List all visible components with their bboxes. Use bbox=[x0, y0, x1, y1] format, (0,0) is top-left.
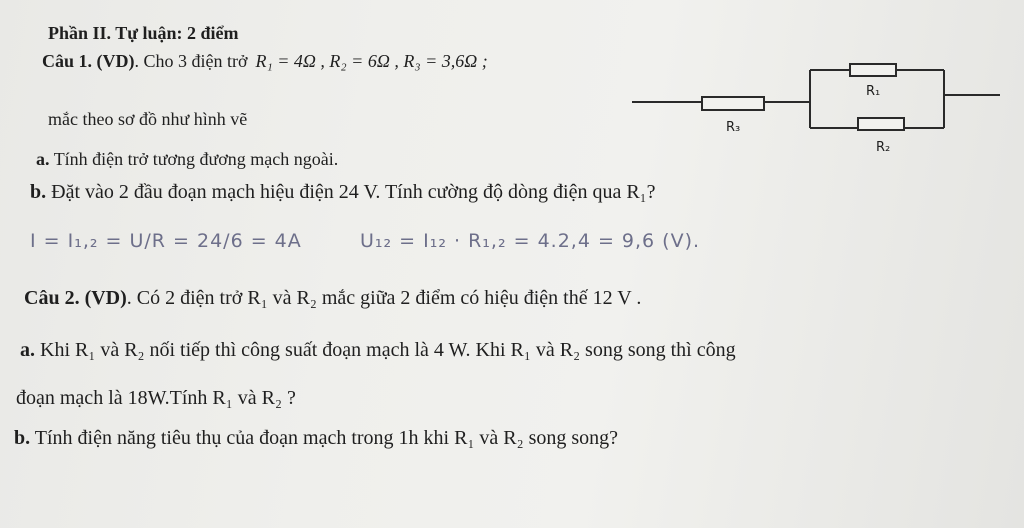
r2-label: R₂ bbox=[876, 140, 891, 155]
question-1-part-a bbox=[36, 150, 338, 168]
question-2-part-a-continuation: đoạn mạch là 18W.Tính R₁ và R₂ ? bbox=[16, 387, 296, 409]
r3-label: R₃ bbox=[726, 120, 741, 135]
question-2-part-a-text: Khi R₁ và R₂ nối tiếp thì công suất đoạn mạch là 4 W. Khi R₁ và R₂ song song thì công bbox=[40, 339, 736, 361]
question-1-continuation: mắc theo sơ đồ như hình vẽ bbox=[48, 109, 248, 129]
question-1-part-b-text: Đặt vào 2 đầu đoạn mạch hiệu điện 24 V. Tính cường độ dòng điện qua R₁? bbox=[51, 181, 656, 203]
question-1-part-a-text: Tính điện trở tương đương mạch ngoài. bbox=[53, 149, 339, 169]
question-2-part-b-label: b. bbox=[14, 427, 31, 449]
section-heading: Phần II. Tự luận: 2 điểm bbox=[48, 23, 239, 43]
question-2-part-b bbox=[14, 428, 618, 448]
question-1-formula: R₁ = 4Ω , R₂ = 6Ω , R₃ = 3,6Ω ; bbox=[255, 51, 488, 71]
handwriting-line-2: U₁₂ = I₁₂ · R₁,₂ = 4.2,4 = 9,6 (V). bbox=[360, 230, 701, 252]
question-2-label: Câu 2. (VD) bbox=[24, 287, 127, 309]
question-1-part-a-label: a. bbox=[36, 149, 50, 169]
question-2-line bbox=[24, 288, 641, 308]
question-1-line bbox=[42, 52, 488, 70]
resistor-r2 bbox=[858, 118, 904, 130]
question-1-text: . Cho 3 điện trở bbox=[134, 51, 248, 71]
resistor-r1 bbox=[850, 64, 896, 76]
question-1-part-b bbox=[30, 182, 656, 202]
question-1-label: Câu 1. (VD) bbox=[42, 51, 135, 71]
question-2-text: . Có 2 điện trở R₁ và R₂ mắc giữa 2 điểm có hiệu điện thế 12 V . bbox=[126, 287, 642, 309]
question-2-part-b-text: Tính điện năng tiêu thụ của đoạn mạch trong 1h khi R₁ và R₂ song song? bbox=[34, 427, 619, 449]
resistor-r3 bbox=[702, 97, 764, 110]
question-1-part-b-label: b. bbox=[30, 181, 47, 203]
handwriting-line-1: I = I₁,₂ = U/R = 24/6 = 4A bbox=[30, 230, 302, 252]
r1-label: R₁ bbox=[866, 84, 881, 99]
question-2-part-a-label: a. bbox=[20, 339, 35, 361]
question-2-part-a bbox=[20, 340, 736, 360]
